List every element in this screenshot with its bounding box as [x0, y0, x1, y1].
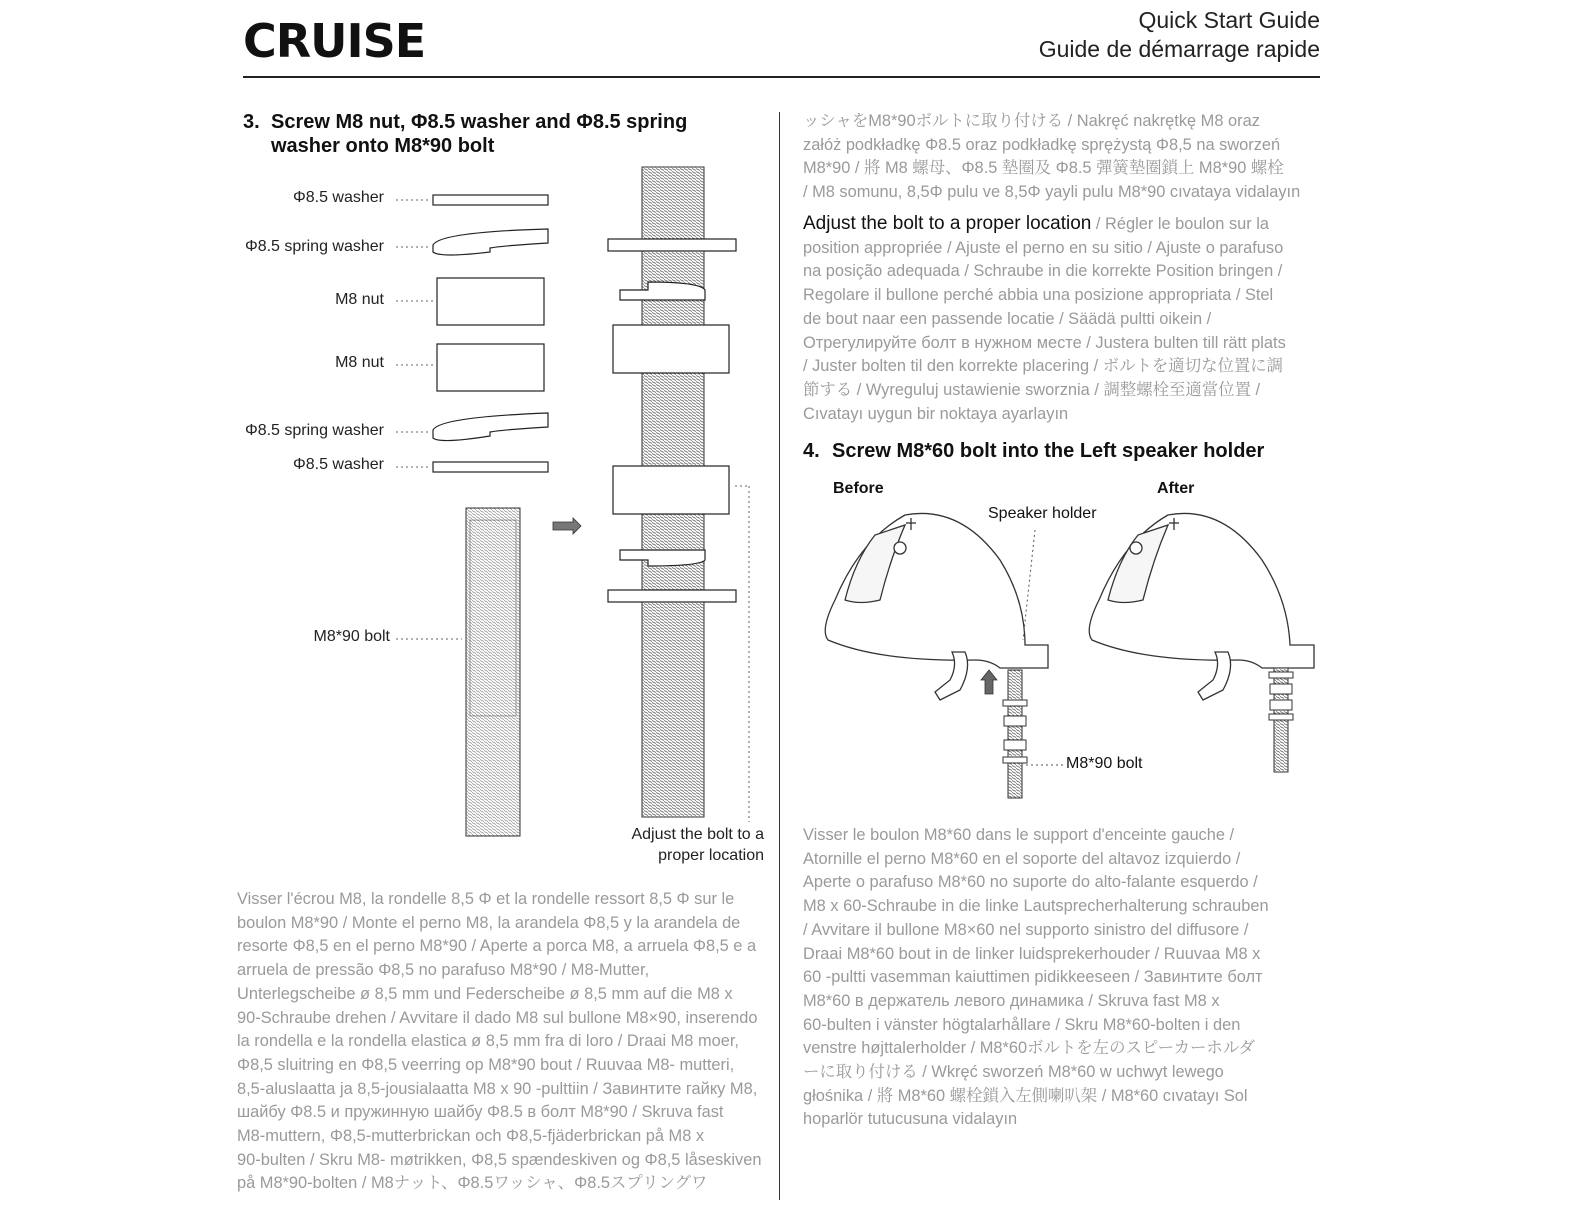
step3-translation-line: 90-Schraube drehen / Avvitare il dado M8 sul bullone M8×90, inserendo [237, 1008, 758, 1027]
step4-translation-line: venstre højttalerholder / M8*60ボルトを左のスピーカーホルダ [803, 1039, 1255, 1058]
adjust-line: 節する / Wyreguluj ustawienie sworznia / 調整螺栓至適當位置 / [803, 380, 1261, 399]
step4-translation-line: M8*60 в держатель левого динамика / Skruva fast M8 x [803, 991, 1220, 1010]
step4-translation-line: hoparlör tutucusuna vidalayın [803, 1110, 1018, 1129]
holder-leader [1023, 530, 1035, 640]
step4-translation-line: 60-bulten i vänster högtalarhållare / Skru M8*60-bolten i den [803, 1015, 1241, 1034]
adjust-label-line2: proper location [658, 847, 764, 864]
step3-translation-line: шайбу Φ8.5 и пружинную шайбу Φ8.5 в болт M8*90 / Skruva fast [237, 1103, 724, 1122]
step3-number: 3. [243, 111, 260, 133]
adjust-line: / Régler le boulon sur la [1091, 215, 1270, 233]
step4-translation-line: 60 -pultti vasemman kaiuttimen pidikkeeseen / Завинтите болт [803, 968, 1263, 987]
after-label: After [1157, 480, 1195, 497]
part-label-spring-washer-2: Φ8.5 spring washer [244, 422, 384, 439]
step3-translation-line: la rondella e la rondella elastica ø 8,5 mm fra di loro / Draai M8 moer, [237, 1032, 739, 1051]
part-label-spring-washer-1: Φ8.5 spring washer [244, 238, 384, 255]
adjust-line: na posição adequada / Schraube in die korrekte Position bringen / [803, 262, 1283, 281]
adjust-line: position appropriée / Ajuste el perno en su sitio / Ajuste o parafuso [803, 238, 1284, 257]
step4-number: 4. [803, 440, 820, 462]
step4-translation-line: Aperte o parafuso M8*60 no suporte do alto-falante esquerdo / [803, 873, 1258, 892]
continued-line: załóż podkładkę Φ8.5 oraz podkładkę sprężystą Φ8,5 na sworzeń [803, 135, 1281, 154]
part-label-washer-2: Φ8.5 washer [292, 456, 384, 473]
step4-translation-line: Atornille el perno M8*60 en el soporte del altavoz izquierdo / [803, 849, 1241, 868]
adjust-label-line1: Adjust the bolt to a [631, 826, 764, 843]
step4-bolt-label: M8*90 bolt [1066, 755, 1143, 772]
adjust-line: Отрегулируйте болт в нужном месте / Justera bulten till rätt plats [803, 333, 1286, 352]
part-label-washer-1: Φ8.5 washer [292, 189, 384, 206]
continued-line: / M8 somunu, 8,5Φ pulu ve 8,5Φ yayli pulu M8*90 cıvataya vidalayın [803, 183, 1301, 202]
adjust-line: / Juster bolten til den korrekte placering / ボルトを適切な位置に調 [803, 357, 1284, 376]
guide-title-fr: Guide de démarrage rapide [1038, 36, 1320, 62]
step3-translation-line: resorte Φ8,5 en el perno M8*90 / Aperte a porca M8, a arruela Φ8,5 e a [237, 937, 757, 956]
step3-translation-line: M8-muttern, Φ8,5-mutterbrickan och Φ8,5-fjäderbrickan på M8 x [237, 1127, 705, 1146]
continued-line: M8*90 / 將 M8 螺母、Φ8.5 墊圈及 Φ8.5 彈簧墊圈鎖上 M8*90 螺栓 [803, 159, 1284, 178]
brand-logo: CRUISE [243, 14, 426, 68]
adjust-line: Cıvatayı uygun bir noktaya ayarlayın [803, 404, 1069, 423]
guide-title-en: Quick Start Guide [1138, 7, 1320, 33]
before-label: Before [833, 480, 884, 497]
step3-translation-line: Visser l'écrou M8, la rondelle 8,5 Φ et la rondelle ressort 8,5 Φ sur le [237, 890, 735, 908]
step4-translation-line: Visser le boulon M8*60 dans le support d'enceinte gauche / [803, 826, 1235, 844]
step3-translation-line: arruela de pressão Φ8,5 no parafuso M8*90 / M8-Mutter, [237, 961, 650, 980]
before-bolt [1003, 670, 1027, 798]
step4-translation-line: / Avvitare il bullone M8×60 nel supporto sinistro del diffusore / [803, 920, 1249, 939]
adjust-line: de bout naar een passende locatie / Säädä pultti oikein / [803, 309, 1212, 328]
step4-translation-line: ーに取り付ける / Wkręć sworzeń M8*60 w uchwyt lewego [803, 1063, 1224, 1082]
adjust-title: Adjust the bolt to a proper location [803, 213, 1092, 234]
step3-translation-line: Unterlegscheibe ø 8,5 mm und Federscheibe ø 8,5 mm auf die M8 x [237, 984, 733, 1003]
step4-translation-line: głośnika / 將 M8*60 螺栓鎖入左側喇叭架 / M8*60 cıvatayı Sol [803, 1086, 1248, 1105]
step3-title-line2: washer onto M8*90 bolt [271, 135, 495, 157]
step4-translation-line: M8 x 60-Schraube in die linke Lautsprecherhalterung schrauben [803, 897, 1269, 916]
after-bolt [1269, 668, 1293, 772]
step3-translation-line: Φ8,5 sluitring en Φ8,5 veerring op M8*90 bout / Ruuvaa M8- mutteri, [237, 1055, 735, 1074]
part-label-nut-1: M8 nut [335, 291, 384, 308]
step3-translation-line: boulon M8*90 / Monte el perno M8, la arandela Φ8,5 y la arandela de [237, 913, 741, 932]
continued-line: ッシャをM8*90ボルトに取り付ける / Nakręć nakrętkę M8 oraz [803, 112, 1260, 130]
adjust-line: Regolare il bullone perché abbia una posizione appropriata / Stel [803, 286, 1274, 305]
step4-title: Screw M8*60 bolt into the Left speaker holder [832, 440, 1265, 462]
part-label-nut-2: M8 nut [335, 354, 384, 371]
step4-translation-line: Draai M8*60 bout in de linker luidsprekerhouder / Ruuvaa M8 x [803, 944, 1261, 963]
step3-title-line1: Screw M8 nut, Φ8.5 washer and Φ8.5 spring [271, 111, 688, 133]
bolt-label: M8*90 bolt [313, 628, 390, 645]
speaker-holder-label: Speaker holder [988, 505, 1097, 522]
up-arrow-icon [981, 670, 997, 694]
step3-translation-line: 90-bulten / Skru M8- møtrikken, Φ8,5 spændeskiven og Φ8,5 låseskiven [237, 1150, 762, 1169]
step4-translations [803, 824, 1333, 1132]
step3-translation-line: på M8*90-bolten / M8ナット、Φ8.5ワッシャ、Φ8.5スプリングワ [237, 1174, 708, 1193]
step3-translation-line: 8,5-aluslaatta ja 8,5-jousialaatta M8 x 90 -pulttiin / Завинтите гайку M8, [237, 1079, 758, 1098]
